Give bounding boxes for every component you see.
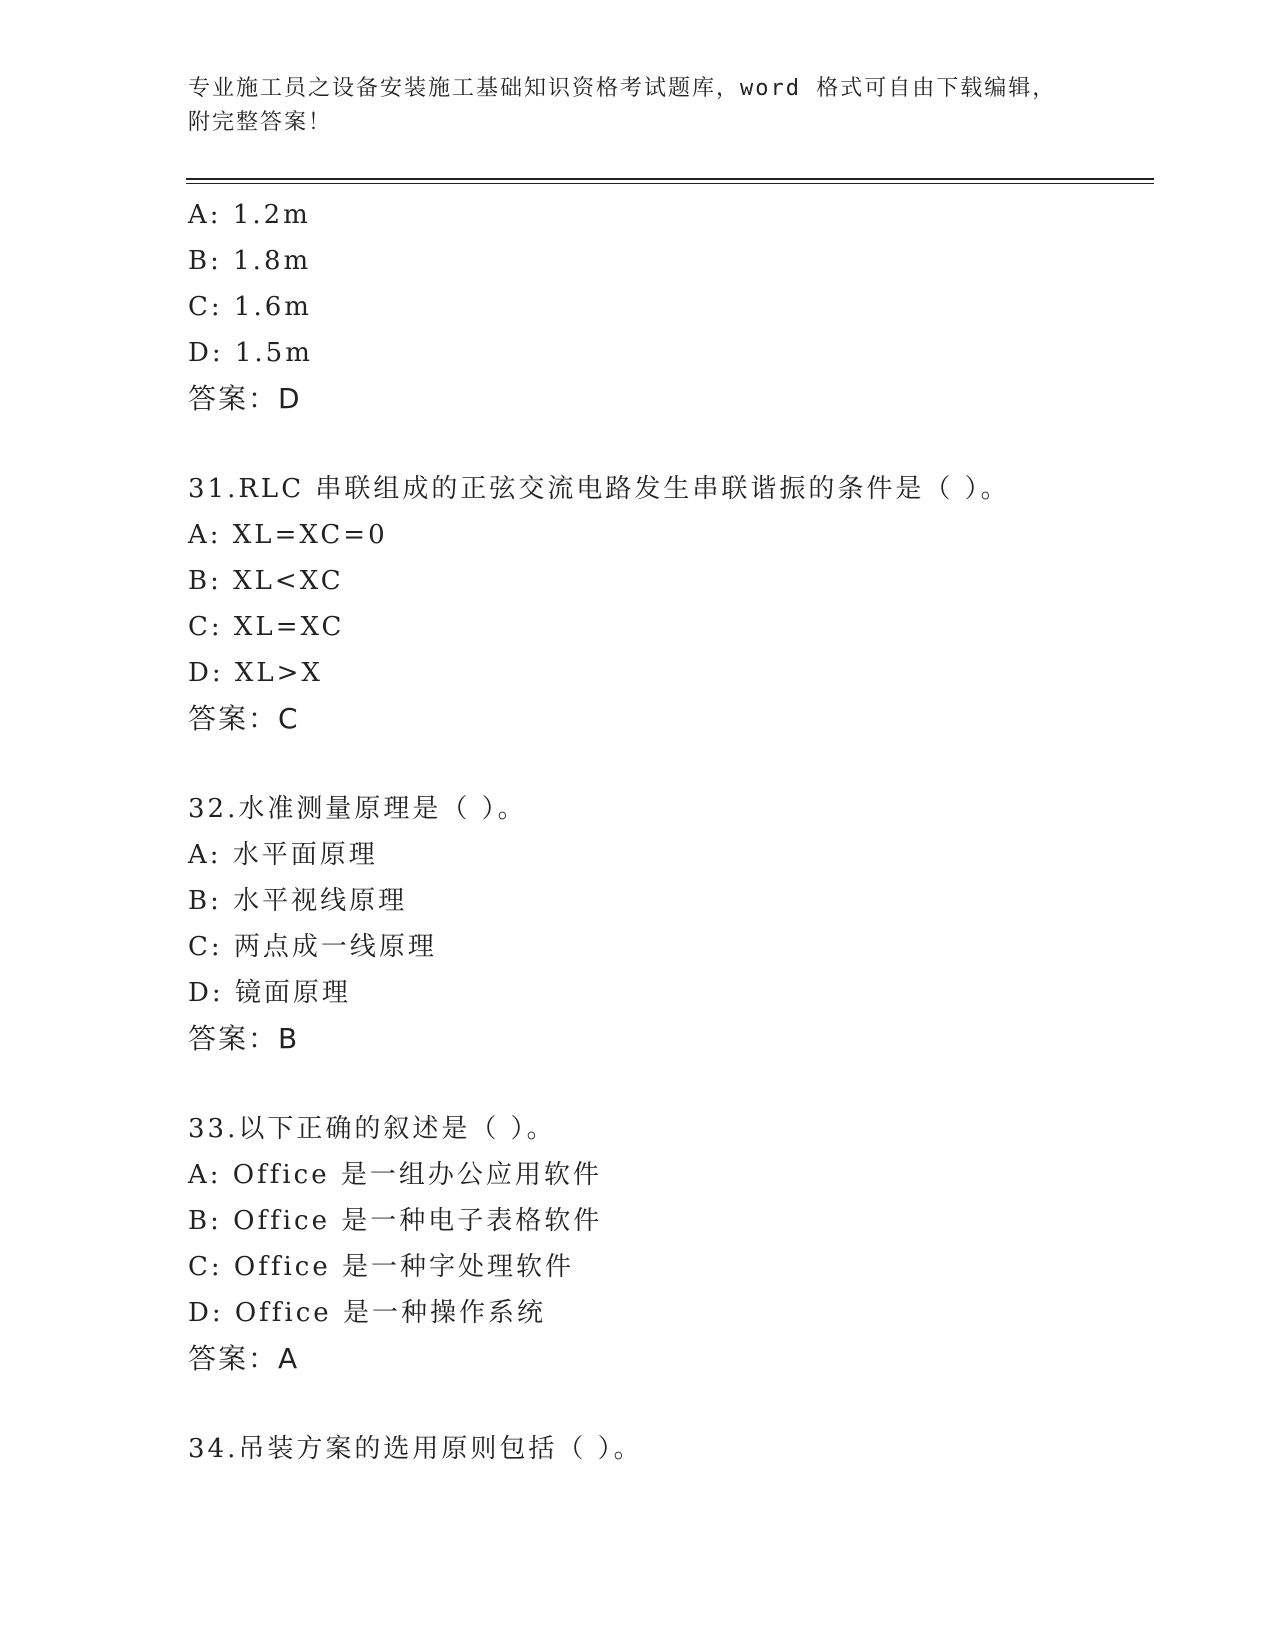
option-c: C: 1.6m [188,292,312,322]
header-line-1: 专业施工员之设备安装施工基础知识资格考试题库，word 格式可自由下载编辑， [188,76,1057,101]
answer-line: 答案：C [188,702,300,735]
option-a: A: Office 是一组办公应用软件 [188,1160,602,1190]
option-b: B: 水平视线原理 [188,886,408,916]
option-d: D: XL>X [188,658,323,688]
option-c: C: Office 是一种字处理软件 [188,1252,575,1282]
question-block-34 [188,1426,1148,1472]
option-b: B: Office 是一种电子表格软件 [188,1206,603,1236]
question-block-32 [188,786,1148,1062]
header-divider-thin [186,183,1154,184]
question-stem: 34.吊装方案的选用原则包括（ ）。 [188,1434,643,1464]
question-block-33 [188,1106,1148,1382]
question-stem: 31.RLC 串联组成的正弦交流电路发生串联谐振的条件是（ ）。 [188,474,1010,504]
option-a: A: XL=XC=0 [188,520,388,550]
answer-line: 答案：D [188,382,302,415]
header-divider-thick [186,178,1154,180]
option-a: A: 1.2m [188,200,311,230]
question-block-31 [188,466,1148,742]
option-c: C: 两点成一线原理 [188,932,437,962]
option-b: B: XL<XC [188,566,344,596]
answer-line: 答案：B [188,1022,300,1055]
option-b: B: 1.8m [188,246,312,276]
question-list [188,192,1148,1472]
answer-line: 答案：A [188,1342,300,1375]
option-d: D: Office 是一种操作系统 [188,1298,546,1328]
header-line-2: 附完整答案！ [188,110,333,135]
option-d: D: 1.5m [188,338,313,368]
question-stem: 32.水准测量原理是（ ）。 [188,794,527,824]
question-block-30 [188,192,1148,422]
option-d: D: 镜面原理 [188,978,351,1008]
option-c: C: XL=XC [188,612,345,642]
question-stem: 33.以下正确的叙述是（ ）。 [188,1114,556,1144]
document-header [188,72,1088,140]
option-a: A: 水平面原理 [188,840,378,870]
